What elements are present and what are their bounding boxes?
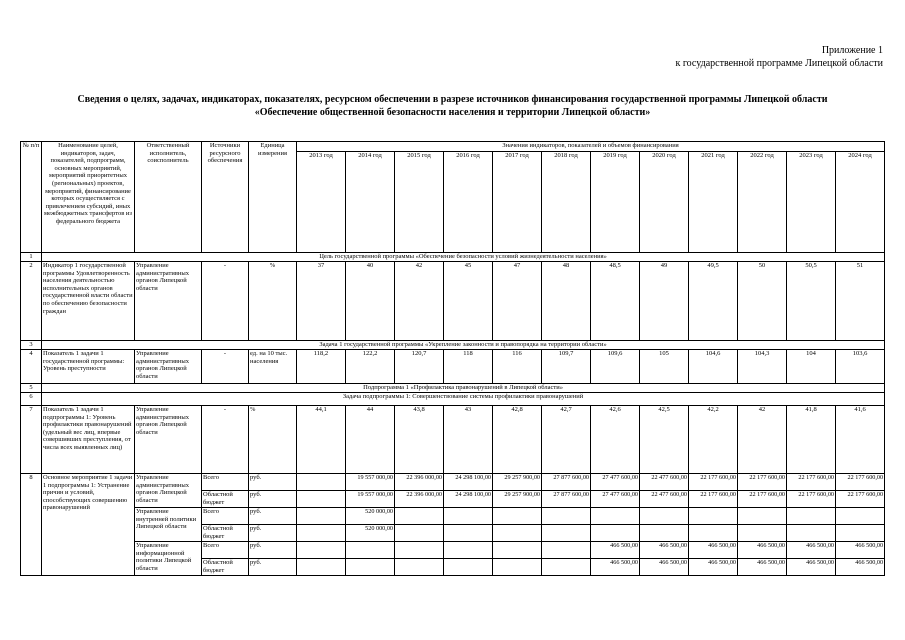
indicators-table: [20, 141, 885, 576]
header-year: 2023 год: [787, 152, 836, 253]
appendix-line-1: Приложение 1: [821, 45, 883, 56]
row-value: 22 177 600,00: [787, 474, 836, 491]
row-value: 22 396 000,00: [395, 474, 444, 491]
row-value: [591, 525, 640, 542]
row-value: [640, 508, 689, 525]
row-value: [395, 525, 444, 542]
row-value: 466 500,00: [640, 559, 689, 576]
header-year: 2018 год: [542, 152, 591, 253]
row-value: 466 500,00: [689, 542, 738, 559]
table-row: [21, 393, 885, 406]
row-value: 466 500,00: [836, 542, 885, 559]
row-executor: Управление внутренней политики Липецкой области: [135, 508, 202, 542]
row-value: 41,8: [787, 406, 836, 474]
row-value: 116: [493, 350, 542, 384]
row-source: -: [202, 350, 249, 384]
row-unit: %: [249, 262, 297, 341]
row-value: [493, 525, 542, 542]
row-value: 22 177 600,00: [738, 474, 787, 491]
row-value: [738, 525, 787, 542]
row-value: [395, 508, 444, 525]
row-value: 520 000,00: [346, 525, 395, 542]
row-value: 22 177 600,00: [689, 491, 738, 508]
row-value: 22 177 600,00: [836, 474, 885, 491]
row-value: 50: [738, 262, 787, 341]
row-unit: руб.: [249, 508, 297, 525]
row-num: 8: [21, 474, 42, 576]
row-value: 466 500,00: [689, 559, 738, 576]
row-value: 22 177 600,00: [738, 491, 787, 508]
row-value: [787, 525, 836, 542]
row-value: 44: [346, 406, 395, 474]
row-value: 43: [444, 406, 493, 474]
row-value: 24 298 100,00: [444, 491, 493, 508]
row-value: 42: [738, 406, 787, 474]
title-line-2: «Обеспечение общественной безопасности населения и территории Липецкой области»: [254, 107, 651, 118]
header-year: 2016 год: [444, 152, 493, 253]
row-value: [493, 559, 542, 576]
row-value: [836, 525, 885, 542]
row-value: [444, 525, 493, 542]
row-value: 22 396 000,00: [395, 491, 444, 508]
row-value: 42: [395, 262, 444, 341]
row-value: 105: [640, 350, 689, 384]
row-value: 49: [640, 262, 689, 341]
row-unit: ед. на 10 тыс. населения: [249, 350, 297, 384]
row-value: [297, 508, 346, 525]
row-value: [542, 559, 591, 576]
row-value: [689, 508, 738, 525]
row-value: 22 477 600,00: [640, 474, 689, 491]
row-value: 19 557 000,00: [346, 474, 395, 491]
header-name: Наименование целей, индикаторов, задач, показателей, подпрограмм, основных мероприятий, мероприятий приоритетных (региональных) проектов, мероприятий, финансирование которых осуществляется с привлечением субсидий, иных межбюджетных трансфертов из федерального бюджета: [42, 142, 135, 253]
row-value: 42,6: [591, 406, 640, 474]
row-value: 27 877 600,00: [542, 491, 591, 508]
row-value: 19 557 000,00: [346, 491, 395, 508]
row-source: -: [202, 406, 249, 474]
row-value: [444, 559, 493, 576]
header-year: 2013 год: [297, 152, 346, 253]
row-value: 44,1: [297, 406, 346, 474]
table-row: [21, 350, 885, 384]
row-value: 29 257 900,00: [493, 474, 542, 491]
row-value: [591, 508, 640, 525]
row-num: 2: [21, 262, 42, 341]
row-value: 42,5: [640, 406, 689, 474]
row-value: 122,2: [346, 350, 395, 384]
row-value: [787, 508, 836, 525]
row-value: 51: [836, 262, 885, 341]
row-value: 48: [542, 262, 591, 341]
row-value: 27 877 600,00: [542, 474, 591, 491]
row-value: [542, 508, 591, 525]
row-value: 42,2: [689, 406, 738, 474]
row-num: 6: [21, 393, 42, 406]
row-value: [640, 525, 689, 542]
row-num: 5: [21, 384, 42, 393]
row-value: [493, 542, 542, 559]
row-source: Всего: [202, 474, 249, 491]
row-value: 29 257 900,00: [493, 491, 542, 508]
section-subprogram-task: Задача подпрограммы 1: Совершенствование системы профилактики правонарушений: [42, 393, 885, 406]
header-year: 2017 год: [493, 152, 542, 253]
row-unit: руб.: [249, 474, 297, 491]
row-name: Показатель 1 задачи 1 государственной программы: Уровень преступности: [42, 350, 135, 384]
title-line-1: Сведения о целях, задачах, индикаторах, показателях, ресурсном обеспечении в разрезе источников финансирования государственной программы Липецкой области: [77, 94, 828, 105]
header-unit: Единица измерения: [249, 142, 297, 253]
row-value: 466 500,00: [787, 559, 836, 576]
row-source: Всего: [202, 508, 249, 525]
row-value: 103,6: [836, 350, 885, 384]
row-value: [297, 542, 346, 559]
row-value: [346, 542, 395, 559]
header-source: Источники ресурсного обеспечения: [202, 142, 249, 253]
row-value: 104,3: [738, 350, 787, 384]
row-value: [297, 559, 346, 576]
header-values-group: Значения индикаторов, показателей и объемов финансирования: [297, 142, 885, 152]
row-value: [542, 542, 591, 559]
header-year: 2021 год: [689, 152, 738, 253]
row-name: Индикатор 1 государственной программы Удовлетворенность населения деятельностью исполнительных органов государственной власти области по обеспечению безопасности граждан: [42, 262, 135, 341]
row-value: 50,5: [787, 262, 836, 341]
row-unit: руб.: [249, 491, 297, 508]
header-year: 2015 год: [395, 152, 444, 253]
row-num: 4: [21, 350, 42, 384]
header-year: 2019 год: [591, 152, 640, 253]
row-value: [836, 508, 885, 525]
row-value: [444, 542, 493, 559]
row-value: [738, 508, 787, 525]
row-unit: руб.: [249, 559, 297, 576]
appendix-note: [675, 44, 883, 70]
row-num: 1: [21, 253, 42, 262]
row-value: 104,6: [689, 350, 738, 384]
section-subprogram: Подпрограмма 1 «Профилактика правонарушений в Липецкой области»: [42, 384, 885, 393]
row-value: 47: [493, 262, 542, 341]
row-value: 45: [444, 262, 493, 341]
row-name: Основное мероприятие 1 задачи 1 подпрограммы 1: Устранение причин и условий, способствующих совершению правонарушений: [42, 474, 135, 576]
header-year: 2022 год: [738, 152, 787, 253]
header-year: 2014 год: [346, 152, 395, 253]
header-year: 2020 год: [640, 152, 689, 253]
row-source: Областной бюджет: [202, 491, 249, 508]
row-value: 520 000,00: [346, 508, 395, 525]
row-value: 22 177 600,00: [689, 474, 738, 491]
row-value: [493, 508, 542, 525]
table-row: [21, 406, 885, 474]
row-value: 41,6: [836, 406, 885, 474]
row-value: 40: [346, 262, 395, 341]
row-executor: Управление административных органов Липецкой области: [135, 474, 202, 508]
section-goal: Цель государственной программы «Обеспечение безопасности условий жизнедеятельности населения»: [42, 253, 885, 262]
header-executor: Ответственный исполнитель, соисполнитель: [135, 142, 202, 253]
table-row: [21, 341, 885, 350]
table-row: [21, 253, 885, 262]
row-value: 466 500,00: [640, 542, 689, 559]
row-executor: Управление административных органов Липецкой области: [135, 406, 202, 474]
row-value: 42,7: [542, 406, 591, 474]
row-value: [297, 491, 346, 508]
row-value: 466 500,00: [591, 559, 640, 576]
row-value: 466 500,00: [836, 559, 885, 576]
row-value: 27 477 600,00: [591, 474, 640, 491]
row-value: [297, 474, 346, 491]
row-value: 48,5: [591, 262, 640, 341]
row-value: 22 177 600,00: [836, 491, 885, 508]
row-source: -: [202, 262, 249, 341]
row-value: [395, 542, 444, 559]
row-unit: %: [249, 406, 297, 474]
row-value: [395, 559, 444, 576]
row-num: 3: [21, 341, 42, 350]
row-value: 43,8: [395, 406, 444, 474]
row-unit: руб.: [249, 542, 297, 559]
row-value: 118: [444, 350, 493, 384]
table-row: [21, 262, 885, 341]
row-value: 22 477 600,00: [640, 491, 689, 508]
row-value: 37: [297, 262, 346, 341]
table-row: [21, 474, 885, 491]
table-row: [21, 542, 885, 559]
header-year: 2024 год: [836, 152, 885, 253]
row-value: 466 500,00: [787, 542, 836, 559]
appendix-line-2: к государственной программе Липецкой области: [675, 58, 883, 69]
row-source: Областной бюджет: [202, 525, 249, 542]
row-value: [689, 525, 738, 542]
row-executor: Управление административных органов Липецкой области: [135, 350, 202, 384]
row-value: 109,6: [591, 350, 640, 384]
document-title: [20, 93, 885, 119]
row-value: 118,2: [297, 350, 346, 384]
section-task: Задача 1 государственной программы «Укрепление законности и правопорядка на территории области»: [42, 341, 885, 350]
row-source: Областной бюджет: [202, 559, 249, 576]
header-num: № п/п: [21, 142, 42, 253]
table-row: [21, 508, 885, 525]
table-row: [21, 384, 885, 393]
row-source: Всего: [202, 542, 249, 559]
row-executor: Управление административных органов Липецкой области: [135, 262, 202, 341]
header-row-group: [21, 142, 885, 152]
row-value: 466 500,00: [591, 542, 640, 559]
row-value: [542, 525, 591, 542]
row-unit: руб.: [249, 525, 297, 542]
row-value: [297, 525, 346, 542]
row-value: [346, 559, 395, 576]
row-value: 120,7: [395, 350, 444, 384]
row-value: 22 177 600,00: [787, 491, 836, 508]
row-value: 104: [787, 350, 836, 384]
row-value: 24 298 100,00: [444, 474, 493, 491]
row-value: 27 477 600,00: [591, 491, 640, 508]
row-num: 7: [21, 406, 42, 474]
row-value: 42,8: [493, 406, 542, 474]
row-value: 466 500,00: [738, 559, 787, 576]
row-value: 109,7: [542, 350, 591, 384]
row-value: 466 500,00: [738, 542, 787, 559]
row-executor: Управление информационной политики Липецкой области: [135, 542, 202, 576]
row-name: Показатель 1 задачи 1 подпрограммы 1: Уровень профилактики правонарушений (удельный вес лиц, впервые совершивших преступления, от числа всех выявленных лиц): [42, 406, 135, 474]
row-value: 49,5: [689, 262, 738, 341]
row-value: [444, 508, 493, 525]
